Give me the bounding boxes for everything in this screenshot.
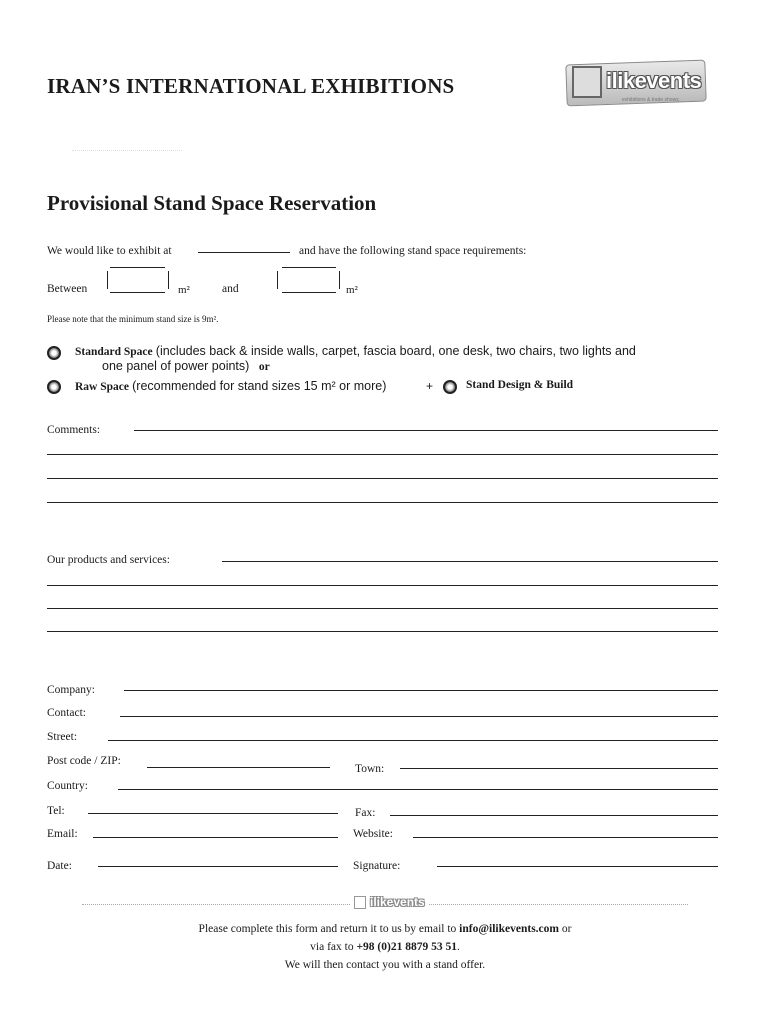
comments-line-4[interactable] xyxy=(47,502,718,503)
comments-line-1[interactable] xyxy=(134,430,718,431)
standard-space-radio[interactable] xyxy=(47,346,61,360)
footer-line-1-prefix: Please complete this form and return it to us by email to xyxy=(198,923,460,935)
comments-line-2[interactable] xyxy=(47,454,718,455)
raw-space-desc: (recommended for stand sizes 15 m² or more) xyxy=(132,379,387,393)
min-size-field[interactable] xyxy=(110,292,165,293)
company-label: Company: xyxy=(47,684,95,696)
bracket-left-1 xyxy=(107,271,108,289)
products-line-2[interactable] xyxy=(47,585,718,586)
contact-label: Contact: xyxy=(47,707,86,719)
box-top-2 xyxy=(282,267,336,268)
date-field[interactable] xyxy=(98,866,338,867)
and-label: and xyxy=(222,283,239,295)
products-label: Our products and services: xyxy=(47,554,170,566)
email-field[interactable] xyxy=(93,837,338,838)
footer-line-1-suffix: or xyxy=(558,923,572,935)
or-label: or xyxy=(258,361,270,373)
bracket-right-1 xyxy=(168,271,169,289)
box-top-1 xyxy=(110,267,165,268)
footer-line-2-prefix: via fax to xyxy=(310,941,357,953)
website-label: Website: xyxy=(353,828,393,840)
fax-label: Fax: xyxy=(355,807,376,819)
email-label: Email: xyxy=(47,828,78,840)
footer-email-link[interactable]: info@ilikevents.com xyxy=(459,923,559,935)
signature-label: Signature: xyxy=(353,860,401,872)
event-name-field[interactable] xyxy=(198,252,290,253)
footer-line-3: We will then contact you with a stand offer. xyxy=(284,959,486,971)
town-field[interactable] xyxy=(400,768,718,769)
design-build-radio[interactable] xyxy=(443,380,457,394)
country-field[interactable] xyxy=(118,789,718,790)
postcode-label: Post code / ZIP: xyxy=(47,755,121,767)
comments-line-3[interactable] xyxy=(47,478,718,479)
street-label: Street: xyxy=(47,731,78,743)
website-field[interactable] xyxy=(413,837,718,838)
faint-divider xyxy=(72,150,182,151)
products-line-3[interactable] xyxy=(47,608,718,609)
between-label: Between xyxy=(47,283,88,295)
logo-text: ilikevents xyxy=(606,68,702,93)
design-build-option[interactable]: Stand Design & Build xyxy=(466,379,574,391)
footer-logo-icon xyxy=(354,896,366,909)
contact-field[interactable] xyxy=(120,716,718,717)
calendar-icon xyxy=(572,66,602,98)
standard-space-desc-2 xyxy=(102,359,270,373)
standard-space-desc-cont: one panel of power points) xyxy=(102,359,250,373)
m2-unit-1: m² xyxy=(178,284,190,296)
tel-field[interactable] xyxy=(88,813,338,814)
standard-space-name: Standard Space xyxy=(75,346,153,358)
products-line-1[interactable] xyxy=(222,561,718,562)
min-size-note: Please note that the minimum stand size is 9m². xyxy=(47,314,219,324)
bracket-left-2 xyxy=(277,271,278,289)
town-label: Town: xyxy=(355,763,385,775)
date-label: Date: xyxy=(47,860,72,872)
postcode-field[interactable] xyxy=(147,767,330,768)
max-size-field[interactable] xyxy=(282,292,336,293)
tel-label: Tel: xyxy=(47,805,65,817)
footer-line-2 xyxy=(0,941,770,953)
products-line-4[interactable] xyxy=(47,631,718,632)
comments-label: Comments: xyxy=(47,424,101,436)
footer-fax-number: +98 (0)21 8879 53 51 xyxy=(356,941,457,953)
footer-line-1 xyxy=(0,923,770,935)
footer-logo xyxy=(350,893,429,911)
org-title: IRAN’S INTERNATIONAL EXHIBITIONS xyxy=(47,74,455,98)
standard-space-desc: (includes back & inside walls, carpet, fascia board, one desk, two chairs, two lights and xyxy=(155,344,636,358)
country-label: Country: xyxy=(47,780,88,792)
footer-logo-text: ilikevents xyxy=(370,895,425,909)
street-field[interactable] xyxy=(108,740,718,741)
m2-unit-2: m² xyxy=(346,284,358,296)
plus-sign: + xyxy=(426,379,434,393)
exhibit-suffix: and have the following stand space requirements: xyxy=(299,245,527,257)
bracket-right-2 xyxy=(339,271,340,289)
exhibit-prefix: We would like to exhibit at xyxy=(47,245,172,257)
form-title: Provisional Stand Space Reservation xyxy=(47,191,377,215)
fax-field[interactable] xyxy=(390,815,718,816)
company-field[interactable] xyxy=(124,690,718,691)
signature-field[interactable] xyxy=(437,866,718,867)
raw-space-name: Raw Space xyxy=(75,381,129,393)
raw-space-radio[interactable] xyxy=(47,380,61,394)
logo-tagline: exhibitions & trade shows xyxy=(622,97,679,103)
raw-space-option[interactable] xyxy=(75,379,386,394)
standard-space-option[interactable] xyxy=(75,344,715,359)
footer-line-2-suffix: . xyxy=(456,941,460,953)
